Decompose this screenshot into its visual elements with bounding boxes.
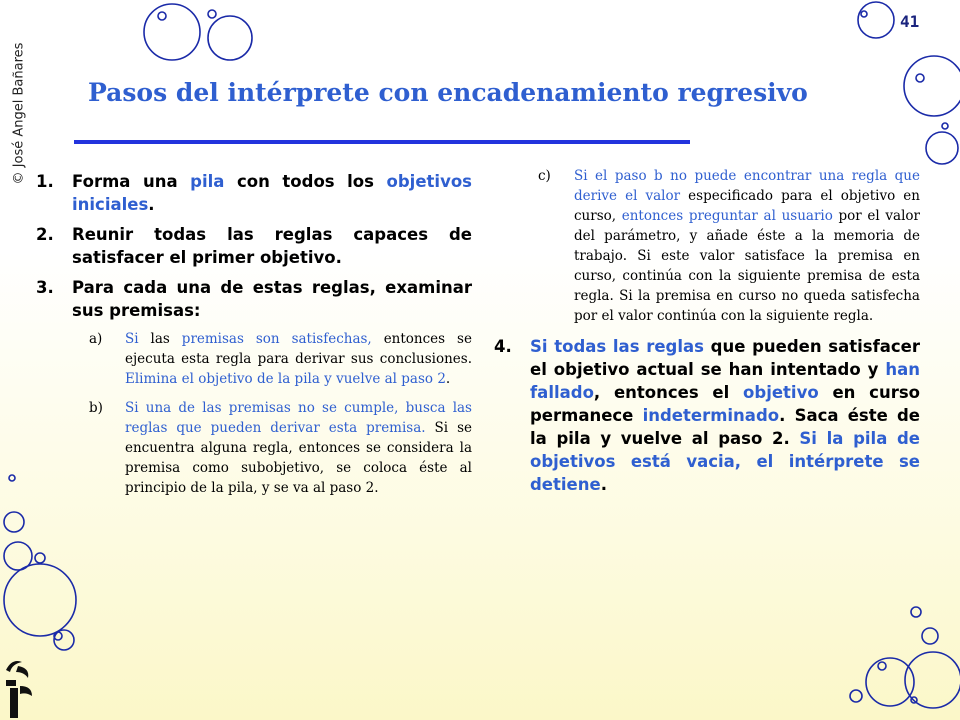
substep-text: Si una de las premisas no se cumple, busca las reglas que pueden derivar esta premisa. Si se encuentra alguna regla, entonces se considera la premisa como subobjetivo, se coloca éste al principio de la pila, y se va al paso 2. [125, 400, 472, 496]
title-underline [74, 140, 690, 144]
step-text: Para cada una de estas reglas, examinar sus premisas: [72, 278, 472, 320]
substep-c [538, 166, 920, 326]
substep-text: Si las premisas son satisfechas, entonces se ejecuta esta regla para derivar sus conclusiones. Elimina el objetivo de la pila y vuelve al paso 2. [125, 331, 472, 387]
right-column [494, 166, 920, 503]
substep-b [89, 398, 472, 498]
step-text: Reunir todas las reglas capaces de satisfacer el primer objetivo. [72, 225, 472, 267]
step-4 [494, 335, 920, 496]
institution-logo-icon [2, 656, 36, 718]
step-2 [36, 223, 472, 269]
copyright-vertical [6, 40, 30, 190]
left-column [36, 170, 472, 507]
step-1 [36, 170, 472, 216]
step-number: 3. [36, 278, 54, 297]
slide-title: Pasos del intérprete con encadenamiento regresivo [88, 78, 808, 107]
substep-letter: b) [89, 400, 103, 416]
step-text: Forma una pila con todos los objetivos iniciales. [72, 172, 472, 214]
page-number: 41 [900, 12, 920, 31]
copyright-text: © José Angel Bañares [11, 42, 27, 185]
substep-text: Si el paso b no puede encontrar una regla que derive el valor especificado para el objetivo en curso, entonces preguntar al usuario por el valor del parámetro, y añade éste a la memoria de trabajo. Si este valor satisface la premisa en curso, continúa con la siguiente premisa de esta regla. Si la premisa en curso no queda satisfecha por el valor continúa con la siguiente regla. [574, 168, 920, 324]
substep-a [89, 329, 472, 389]
step-number: 4. [494, 337, 512, 356]
substep-letter: a) [89, 331, 103, 347]
step-number: 2. [36, 225, 54, 244]
step-3 [36, 276, 472, 322]
step-text: Si todas las reglas que pueden satisfacer el objetivo actual se han intentado y han fallado, entonces el objetivo en curso permanece indeterminado. Saca éste de la pila y vuelve al paso 2. Si la pila de objetivos está vacia, el intérprete se detiene. [530, 337, 921, 494]
step-number: 1. [36, 172, 54, 191]
substep-letter: c) [538, 168, 551, 184]
